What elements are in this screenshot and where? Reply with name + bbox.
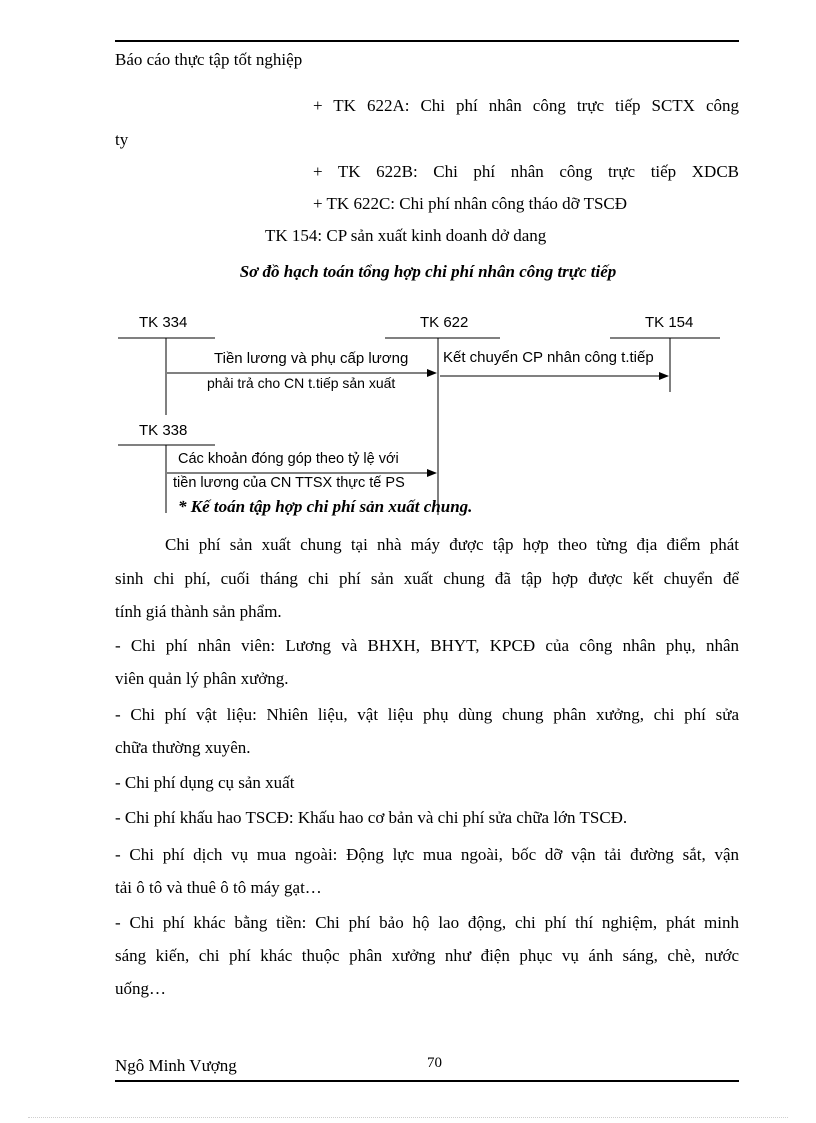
bullet-5-line-1: - Chi phí dịch vụ mua ngoài: Động lực mua ngoài, bốc dỡ vận tải đường sắt, vận: [115, 845, 739, 864]
page-edge-dotted-line: [28, 1117, 788, 1118]
arrow3-label-line1: Các khoản đóng góp theo tỷ lệ với: [178, 451, 399, 467]
bullet-6-line-2: sáng kiến, chi phí khác thuộc phân xưởng như điện phục vụ ánh sáng, chè, nước: [115, 946, 739, 965]
paragraph-1-line-2: sinh chi phí, cuối tháng chi phí sản xuất chung đã tập hợp được kết chuyển để: [115, 569, 739, 588]
arrow1-label-line1: Tiền lương và phụ cấp lương: [214, 350, 409, 367]
diagram-title: Sơ đồ hạch toán tổng hợp chi phí nhân công trực tiếp: [239, 262, 617, 281]
bullet-6-line-1: - Chi phí khác bằng tiền: Chi phí bảo hộ lao động, chi phí thí nghiệm, phát minh: [115, 913, 739, 932]
label-tk338: TK 338: [139, 422, 188, 439]
paragraph-1-line-1: Chi phí sản xuất chung tại nhà máy được tập hợp theo từng địa điểm phát: [165, 535, 739, 554]
bullet-3-line-1: - Chi phí dụng cụ sản xuất: [115, 773, 295, 792]
paragraph-1-line-3: tính giá thành sản phẩm.: [115, 602, 282, 621]
account-tk622a-continuation: ty: [115, 130, 129, 149]
account-tk622b: + TK 622B: Chi phí nhân công trực tiếp XDCB: [313, 162, 739, 181]
account-tk622a: + TK 622A: Chi phí nhân công trực tiếp SCTX công: [313, 96, 739, 115]
arrow2-label: Kết chuyển CP nhân công t.tiếp: [443, 349, 654, 366]
arrow3-label-line2: tiền lương của CN TTSX thực tế PS: [173, 475, 405, 491]
label-tk334: TK 334: [139, 314, 188, 331]
label-tk622: TK 622: [420, 314, 469, 331]
bullet-1-line-1: - Chi phí nhân viên: Lương và BHXH, BHYT, KPCĐ của công nhân phụ, nhân: [115, 636, 739, 655]
bullet-2-line-2: chữa thường xuyên.: [115, 738, 251, 757]
bullet-4-line-1: - Chi phí khấu hao TSCĐ: Khấu hao cơ bản và chi phí sửa chữa lớn TSCĐ.: [115, 808, 628, 827]
report-title: Báo cáo thực tập tốt nghiệp: [115, 50, 303, 69]
bullet-1-line-2: viên quản lý phân xưởng.: [115, 669, 289, 688]
bullet-6-line-3: uống…: [115, 979, 166, 998]
section-heading: * Kế toán tập hợp chi phí sản xuất chung.: [178, 497, 473, 516]
bullet-2-line-1: - Chi phí vật liệu: Nhiên liệu, vật liệu phụ dùng chung phân xưởng, chi phí sửa: [115, 705, 739, 724]
bullet-5-line-2: tải ô tô và thuê ô tô máy gạt…: [115, 878, 322, 897]
footer-rule: [115, 1080, 739, 1082]
page-number: 70: [427, 1055, 442, 1071]
label-tk154: TK 154: [645, 314, 694, 331]
diagram-lines: [0, 0, 816, 520]
footer-author: Ngô Minh Vượng: [115, 1056, 237, 1075]
account-tk154: TK 154: CP sản xuất kinh doanh dở dang: [265, 226, 547, 245]
account-tk622c: + TK 622C: Chi phí nhân công tháo dỡ TSCĐ: [313, 194, 628, 213]
arrow1-label-line2: phải trả cho CN t.tiếp sản xuất: [207, 375, 396, 391]
